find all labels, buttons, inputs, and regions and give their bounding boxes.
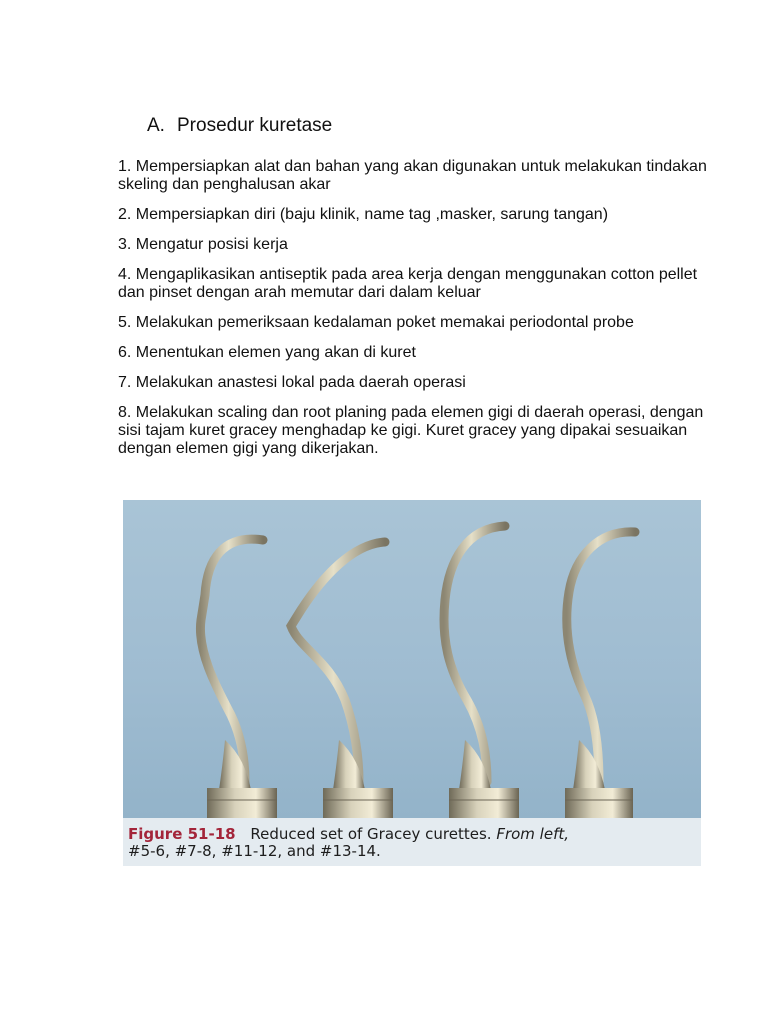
figure-caption-italic: From left, [496, 825, 570, 843]
curette-7-8 [291, 542, 393, 818]
curette-13-14 [565, 532, 635, 818]
curettes-illustration [123, 500, 701, 818]
curettes-figure [118, 500, 704, 866]
procedure-step: 8. Melakukan scaling dan root planing pada elemen gigi di daerah operasi, dengan sisi tajam kuret gracey menghadap ke gigi. Kuret gracey yang dipakai sesuaikan dengan elemen gigi yang dikerjakan. [118, 404, 704, 457]
procedure-step: 5. Melakukan pemeriksaan kedalaman poket memakai periodontal probe [118, 314, 634, 331]
procedure-step: 7. Melakukan anastesi lokal pada daerah operasi [118, 374, 466, 391]
section-heading [147, 114, 332, 138]
curette-11-12 [444, 526, 519, 818]
procedure-step: 6. Menentukan elemen yang akan di kuret [118, 344, 416, 361]
section-marker: A. [147, 115, 165, 136]
procedure-step: 2. Mempersiapkan diri (baju klinik, name tag ,masker, sarung tangan) [118, 206, 609, 223]
figure-label: Figure 51-18 [128, 825, 236, 843]
figure-caption [128, 826, 700, 860]
gracey-curettes-photo [123, 500, 701, 818]
procedure-step: 4. Mengaplikasikan antiseptik pada area kerja dengan menggunakan cotton pellet dan pinset dengan arah memutar dari dalam keluar [118, 266, 698, 301]
figure-caption-band [123, 818, 701, 866]
section-title: Prosedur kuretase [177, 115, 333, 136]
figure-caption-text: Reduced set of Gracey curettes. [250, 825, 492, 843]
procedure-steps [118, 158, 718, 470]
curette-5-6 [200, 539, 277, 818]
figure-caption-tail: #5-6, #7-8, #11-12, and #13-14. [128, 842, 381, 860]
procedure-step: 1. Mempersiapkan alat dan bahan yang akan digunakan untuk melakukan tindakan skeling dan penghalusan akar [118, 158, 707, 193]
procedure-step: 3. Mengatur posisi kerja [118, 236, 288, 253]
